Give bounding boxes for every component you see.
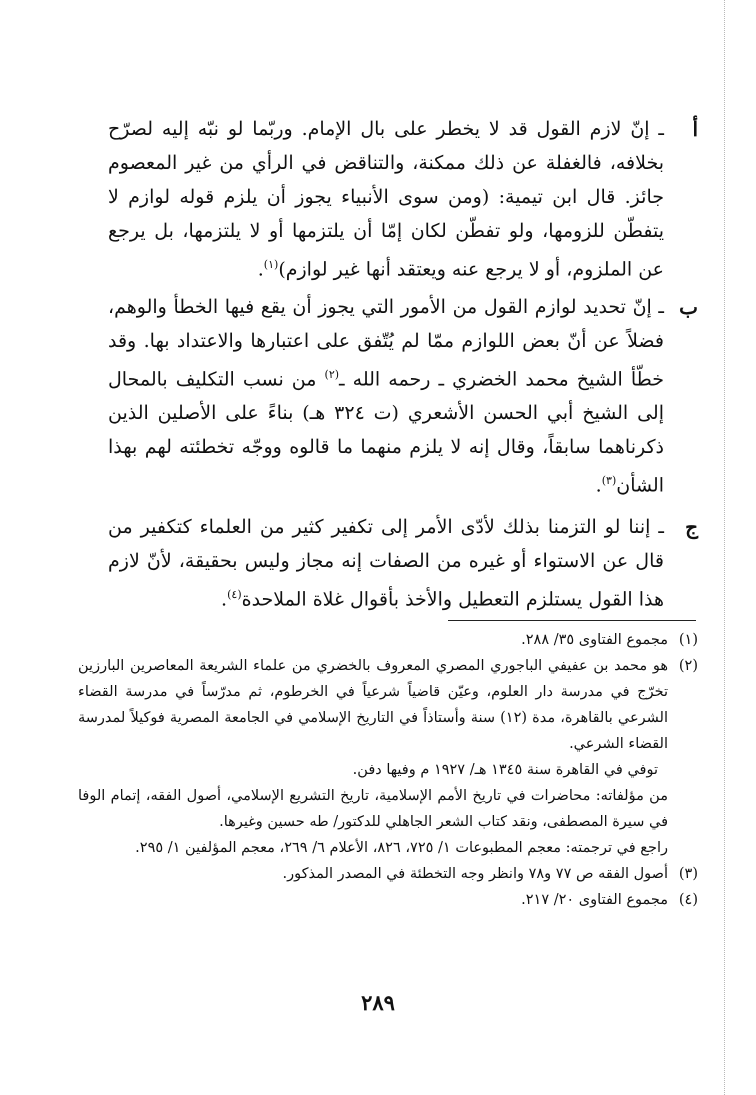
footnote-1 — [78, 627, 698, 653]
point-b — [108, 290, 698, 503]
point-a-marker: أ — [692, 117, 698, 141]
footnote-text: من مؤلفاته: محاضرات في تاريخ الأمم الإسلامية، تاريخ التشريع الإسلامي، أصول الفقه، إتمام الوفا في سيرة المصطفى، ونقد كتاب الشعر الجاهلي للدكتور/ طه حسين وغيرها. — [78, 788, 668, 830]
footnote-text: مجموع الفتاوى ٢٠/ ٢١٧. — [521, 892, 668, 908]
point-a-text: ـ إنّ لازم القول قد لا يخطر على بال الإمام. وربّما لو نبّه إليه لصرّح بخلافه، فالغفلة عن ذلك ممكنة، والتناقض في الرأي من غير المعصوم جائز. قال ابن تيمية: (ومن سوى الأنبياء يجوز أن يلزم قوله لوازم لا يتفطّن للزومها، ولو تفطّن لكان إمّا أن يلتزمها أو لا يلتزمها، بل يرجع عن الملزوم، أو لا يرجع عنه ويعتقد أنها غير لوازم) — [108, 118, 664, 281]
footnote-number: (١) — [678, 632, 698, 648]
footnote-text: مجموع الفتاوى ٣٥/ ٢٨٨. — [521, 632, 668, 648]
page-edge-line — [724, 0, 725, 1095]
point-b-text: ـ إنّ تحديد لوازم القول من الأمور التي يجوز أن يقع فيها الخطأ والوهم، فضلاً عن أنّ بعض اللوازم ممّا لم يُتّفق على اعتبارها والاعتداد بها. وقد خطّأ الشيخ محمد الخضري ـ رحمه الله ـ — [108, 296, 664, 391]
point-c-paragraph — [108, 510, 698, 616]
footnote-text: توفي في القاهرة سنة ١٣٤٥ هـ/ ١٩٢٧ م وفيها دفن. — [352, 762, 658, 778]
footnote-3 — [78, 861, 698, 887]
footnote-ref-2: (٢) — [324, 368, 340, 381]
footnote-separator — [448, 620, 696, 621]
footnote-text: راجع في ترجمته: معجم المطبوعات ١/ ٧٢٥، ٨٢٦، الأعلام ٦/ ٢٦٩، معجم المؤلفين ١/ ٢٩٥. — [135, 840, 668, 856]
point-b-marker: ب — [679, 295, 698, 319]
point-c-tail: . — [221, 588, 228, 611]
footnote-text: أصول الفقه ص ٧٧ و٧٨ وانظر وجه التخطئة في المصدر المذكور. — [282, 866, 668, 882]
point-b-paragraph — [108, 290, 698, 503]
point-a-tail: . — [257, 258, 264, 281]
footnote-4 — [78, 887, 698, 913]
footnote-number: (٤) — [678, 892, 698, 908]
point-c-marker: ج — [685, 515, 698, 539]
footnote-ref-3: (٣) — [601, 474, 617, 488]
footnote-number: (٢) — [678, 658, 698, 674]
point-c-text: ـ إننا لو التزمنا بذلك لأدّى الأمر إلى تكفير كثير من العلماء كتكفير من قال عن الاستواء أو غيره من الصفات إنه مجاز وليس بحقيقة، لأنّ لازم هذا القول يستلزم التعطيل والأخذ بأقوال غلاة الملاحدة — [108, 516, 664, 611]
footnote-ref-1: (١) — [263, 258, 279, 271]
footnote-number: (٣) — [678, 866, 698, 882]
point-a-paragraph — [108, 112, 698, 286]
point-b-tail: من نسب التكليف بالمحال إلى الشيخ أبي الحسن الأشعري (ت ٣٢٤ هـ) بناءً على الأصلين الذين ذكرناهما سابقاً، وقال إنه لا يلزم منهما ما قالوه ووجّه تخطئته لهم بهذا الشأن — [108, 368, 664, 497]
point-a — [108, 112, 698, 286]
page-number: ٢٨٩ — [361, 990, 395, 1015]
point-c — [108, 510, 698, 616]
footnote-text: هو محمد بن عفيفي الباجوري المصري المعروف بالخضري من علماء الشريعة المعاصرين البارزين تخرّج في مدرسة دار العلوم، وعيّن قاضياً شرعياً في الخرطوم، ثم مدرّساً في مدرسة القضاء الشرعي بالقاهرة، مدة (١٢) سنة وأستاذاً في التاريخ الإسلامي في الجامعة المصرية فوكيلاً لمدرسة القضاء الشرعي. — [78, 658, 668, 752]
footnotes — [78, 627, 698, 913]
footnote-ref-4: (٤) — [227, 588, 242, 601]
point-b-tail-end: . — [595, 474, 602, 497]
footnote-2 — [78, 653, 698, 861]
